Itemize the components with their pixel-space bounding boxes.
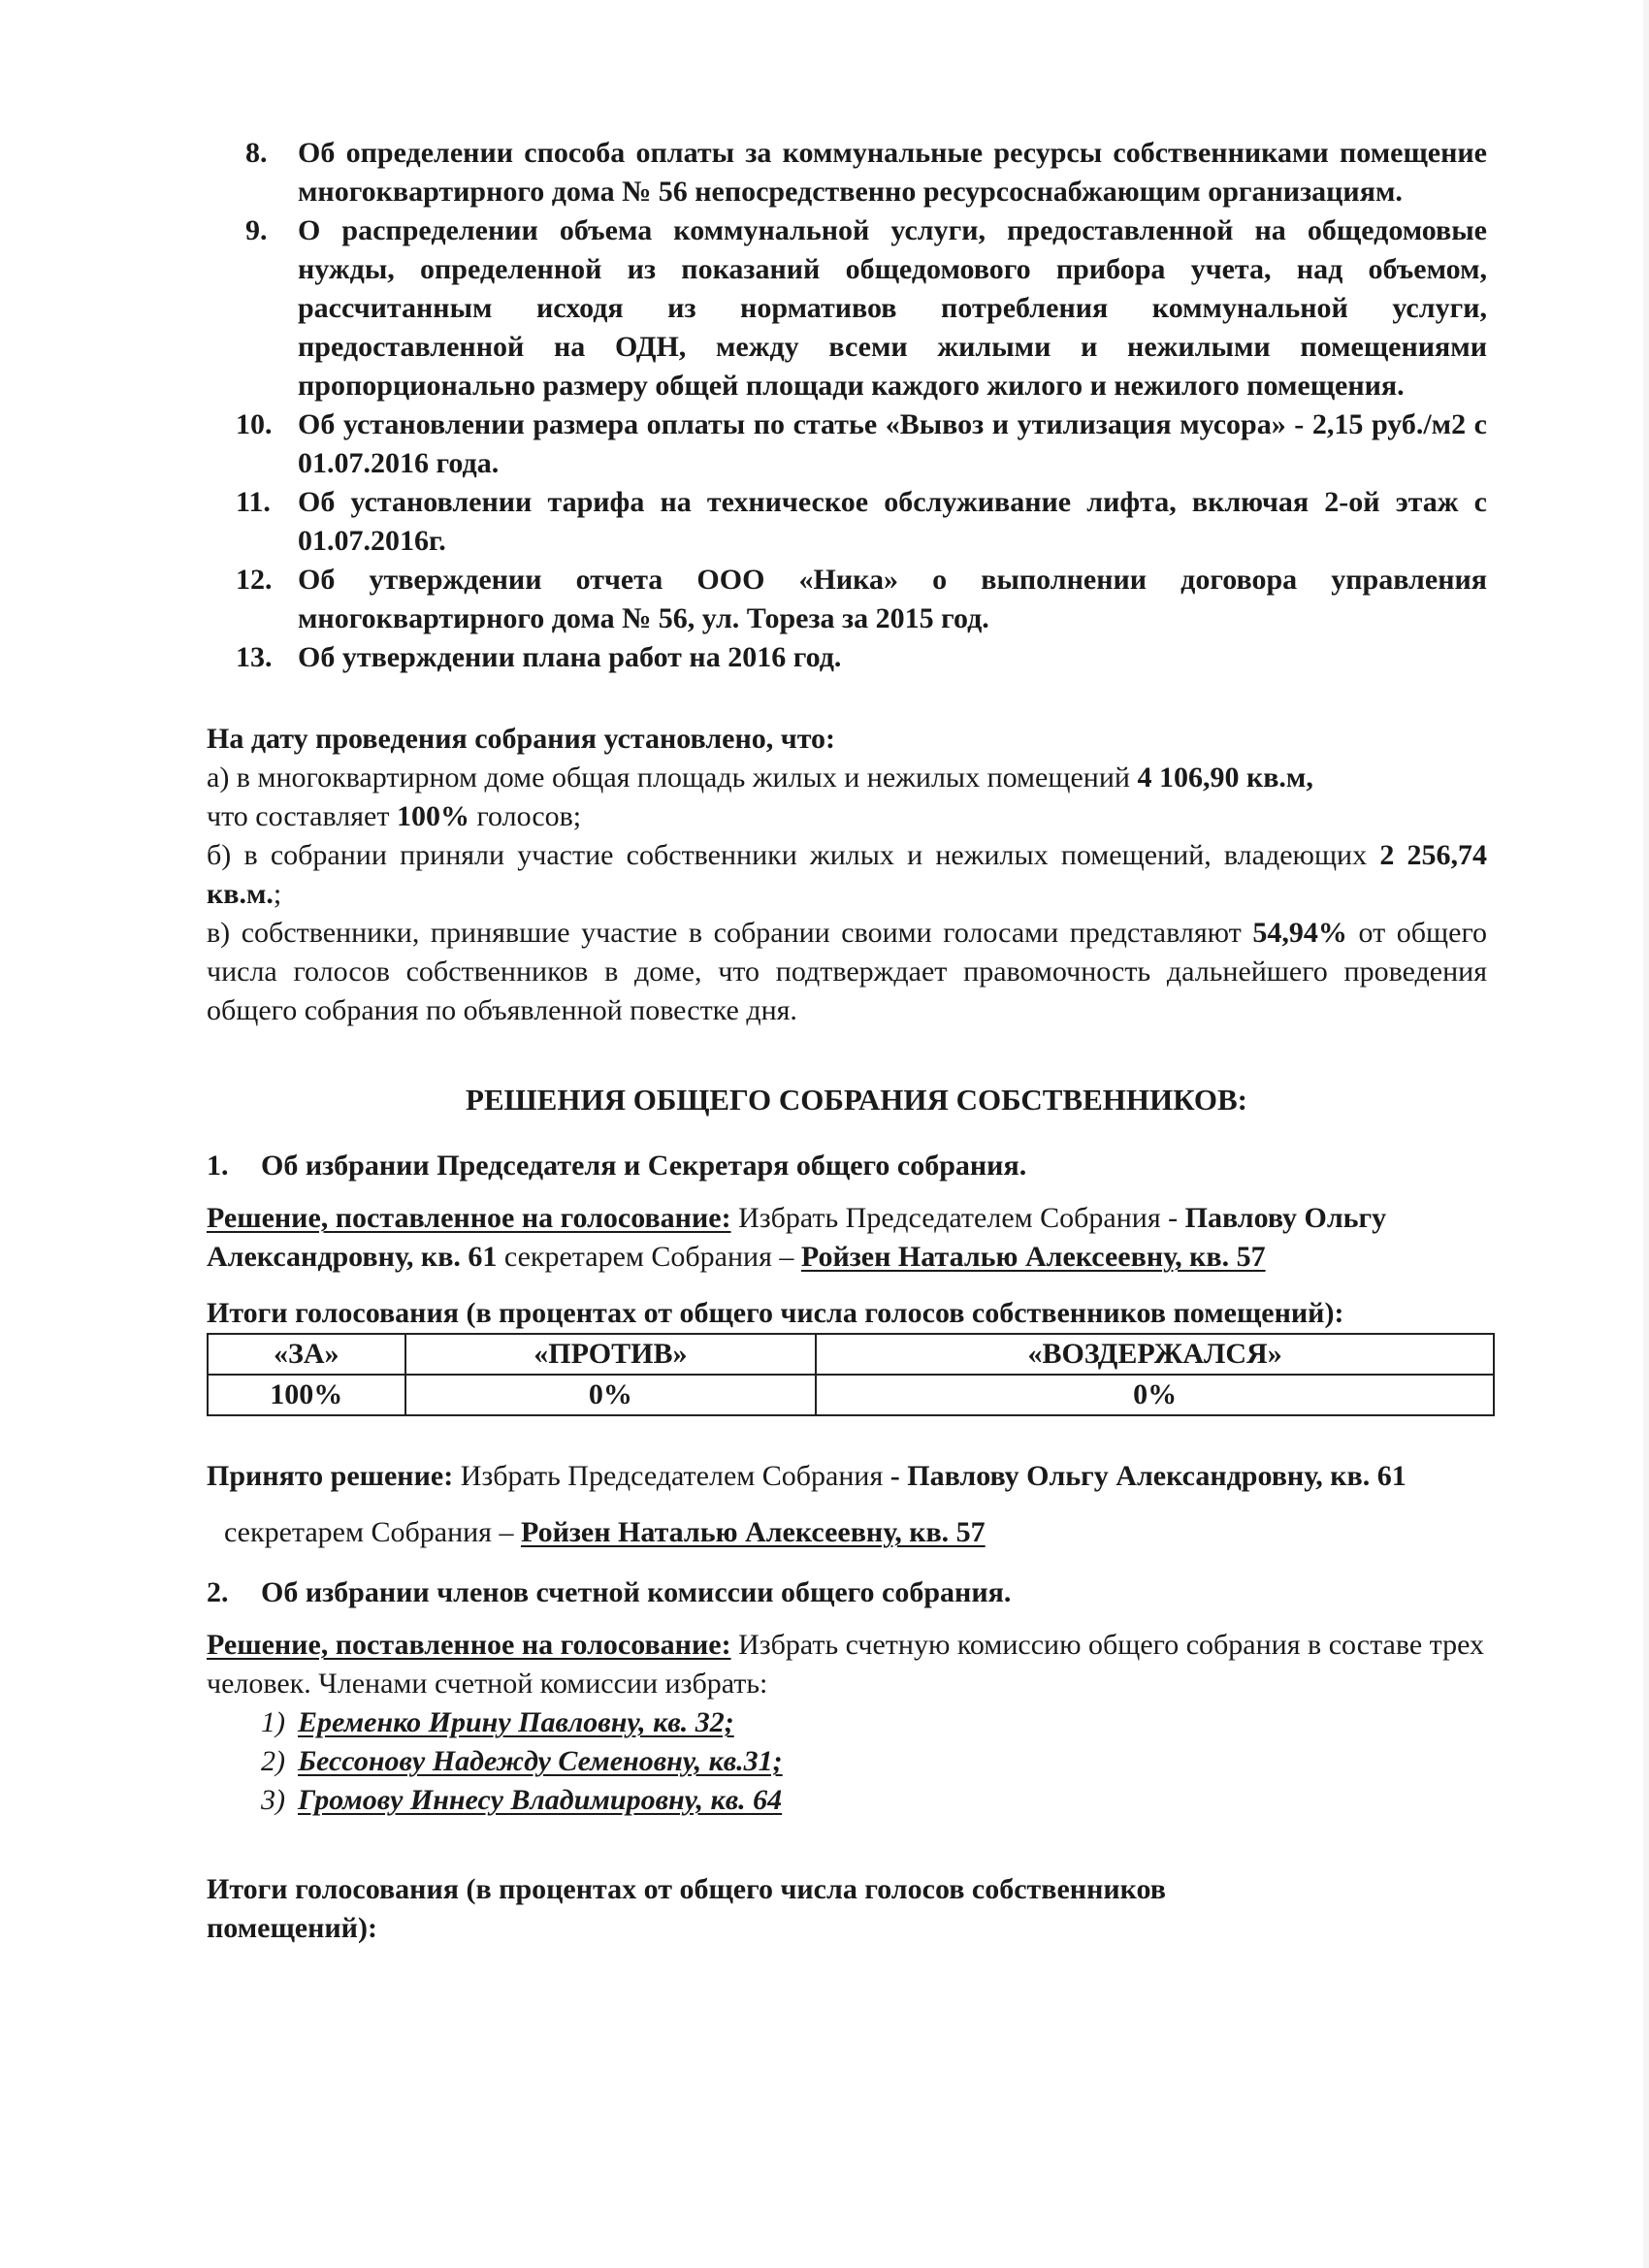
fact-b-suffix: ; — [273, 878, 282, 910]
question-1-proposal — [207, 1199, 1487, 1277]
fact-a-text: а) в многоквартирном доме общая площадь жилых и нежилых помещений — [207, 761, 1138, 794]
question-2-proposal — [207, 1626, 1487, 1703]
header-abstained: «ВОЗДЕРЖАЛСЯ» — [816, 1334, 1494, 1375]
question-1-decision — [207, 1457, 1487, 1496]
participating-area-value: 2 256,74 кв.м. — [207, 839, 1488, 910]
proposal-text: Избрать Председателем Собрания - — [730, 1202, 1185, 1234]
member-number: 2) — [261, 1745, 285, 1777]
proposal-label: Решение, поставленное на голосование: — [207, 1202, 731, 1234]
fact-a — [207, 759, 1487, 836]
agenda-item — [207, 483, 1487, 561]
agenda-item-number: 13. — [236, 641, 273, 673]
list-item — [261, 1781, 1487, 1820]
agenda-item — [207, 134, 1487, 211]
agenda-item-number: 10. — [236, 408, 273, 440]
question-number: 1. — [207, 1150, 229, 1182]
decision-chair-name: - Павлову Ольгу Александровну, кв. 61 — [889, 1460, 1406, 1492]
agenda-item — [207, 638, 1487, 677]
header-for: «ЗА» — [208, 1334, 405, 1375]
agenda-item-text: Об установлении тарифа на техническое обслуживание лифта, включая 2-ой этаж с 01.07.2016г. — [298, 486, 1487, 557]
agenda-item-number: 12. — [236, 564, 273, 596]
agenda-item-number: 8. — [245, 137, 268, 169]
question-1-title — [207, 1147, 1487, 1185]
question-title-text: Об избрании членов счетной комиссии общего собрания. — [261, 1576, 1012, 1608]
meeting-facts — [207, 720, 1487, 1030]
decision-label: Принято решение: — [207, 1460, 454, 1492]
question-2-title — [207, 1573, 1487, 1612]
question-2-results-label: Итоги голосования (в процентах от общего числа голосов собственников помещений): — [207, 1873, 1166, 1944]
member-number: 3) — [261, 1784, 285, 1816]
proposal-text: Избрать счетную комиссию общего собрания в составе трех человек. Членами счетной комиссии избрать: — [207, 1629, 1485, 1700]
agenda-item-text: Об определении способа оплаты за коммунальные ресурсы собственниками помещение многоквартирного дома № 56 непосредственно ресурсоснабжающим организациям. — [298, 137, 1487, 208]
fact-c — [207, 914, 1487, 1030]
member-name: Еременко Ирину Павловну, кв. 32; — [298, 1706, 734, 1738]
table-row — [208, 1375, 1494, 1415]
agenda-item-text: О распределении объема коммунальной услуги, предоставленной на общедомовые нужды, определенной из показаний общедомового прибора учета, над объемом, рассчитанным исходя из нормативов потребления коммунальной услуги, предоставленной на ОДН, между всеми жилыми и нежилыми помещениями пропорционально размеру общей площади каждого жилого и нежилого помещения. — [298, 214, 1487, 402]
agenda-item — [207, 561, 1487, 638]
proposal-label: Решение, поставленное на голосование: — [207, 1629, 731, 1661]
question-1-decision-secretary — [207, 1513, 1487, 1552]
question-1-results-label: Итоги голосования (в процентах от общего числа голосов собственников помещений): — [207, 1297, 1344, 1329]
total-area-value: 4 106,90 кв.м, — [1137, 761, 1313, 794]
agenda-item-number: 9. — [245, 214, 268, 246]
quorum-percent: 54,94% — [1252, 917, 1347, 949]
agenda-item — [207, 211, 1487, 405]
document-body — [207, 134, 1487, 1948]
decision-secretary-text: секретарем Собрания – — [224, 1516, 521, 1548]
agenda-item-text: Об утверждении отчета ООО «Ника» о выполнении договора управления многоквартирного дома № 56, ул. Тореза за 2015 год. — [298, 564, 1487, 634]
list-item — [261, 1703, 1487, 1742]
value-for: 100% — [208, 1375, 405, 1415]
header-against: «ПРОТИВ» — [405, 1334, 817, 1375]
facts-heading: На дату проведения собрания установлено, что: — [207, 723, 836, 755]
table-header-row — [208, 1334, 1494, 1375]
fact-a-suffix: голосов; — [469, 800, 582, 832]
fact-b — [207, 836, 1487, 914]
counting-commission-list — [207, 1703, 1487, 1820]
question-number: 2. — [207, 1576, 229, 1608]
decision-text: Избрать Председателем Собрания — [453, 1460, 890, 1492]
value-against: 0% — [405, 1375, 817, 1415]
fact-a-text-2: что составляет — [207, 800, 397, 832]
agenda-item-number: 11. — [236, 486, 271, 518]
value-abstained: 0% — [816, 1375, 1494, 1415]
decisions-title: РЕШЕНИЯ ОБЩЕГО СОБРАНИЯ СОБСТВЕННИКОВ: — [466, 1083, 1247, 1117]
member-number: 1) — [261, 1706, 285, 1738]
member-name: Бессонову Надежду Семеновну, кв.31; — [298, 1745, 783, 1777]
agenda-item-text: Об установлении размера оплаты по статье «Вывоз и утилизация мусора» - 2,15 руб./м2 с 01.07.2016 года. — [298, 408, 1487, 479]
member-name: Громову Иннесу Владимировну, кв. 64 — [298, 1784, 783, 1816]
secretary-name: Ройзен Наталью Алексеевну, кв. 57 — [800, 1241, 1266, 1273]
question-1-votes-table — [207, 1333, 1495, 1416]
agenda-item-text: Об утверждении плана работ на 2016 год. — [298, 641, 842, 673]
fact-b-text: б) в собрании приняли участие собственники жилых и нежилых помещений, владеющих — [207, 839, 1380, 871]
decision-secretary-name: Ройзен Наталью Алексеевну, кв. 57 — [520, 1516, 986, 1548]
agenda-list — [207, 134, 1487, 677]
secretary-text: секретарем Собрания – — [497, 1241, 801, 1273]
chair-name: Павлову Ольгу Александровну, кв. 61 — [207, 1202, 1387, 1273]
scan-edge — [1643, 0, 1649, 2268]
fact-c-text: в) собственники, принявшие участие в собрании своими голосами представляют — [207, 917, 1253, 949]
fact-c-suffix: от общего числа голосов собственников в доме, что подтверждает правомочность дальнейшего проведения общего собрания по объявленной повестке дня. — [207, 917, 1488, 1026]
question-title-text: Об избрании Председателя и Секретаря общего собрания. — [261, 1150, 1027, 1182]
agenda-item — [207, 405, 1487, 483]
total-votes-percent: 100% — [396, 800, 469, 832]
list-item — [261, 1742, 1487, 1781]
